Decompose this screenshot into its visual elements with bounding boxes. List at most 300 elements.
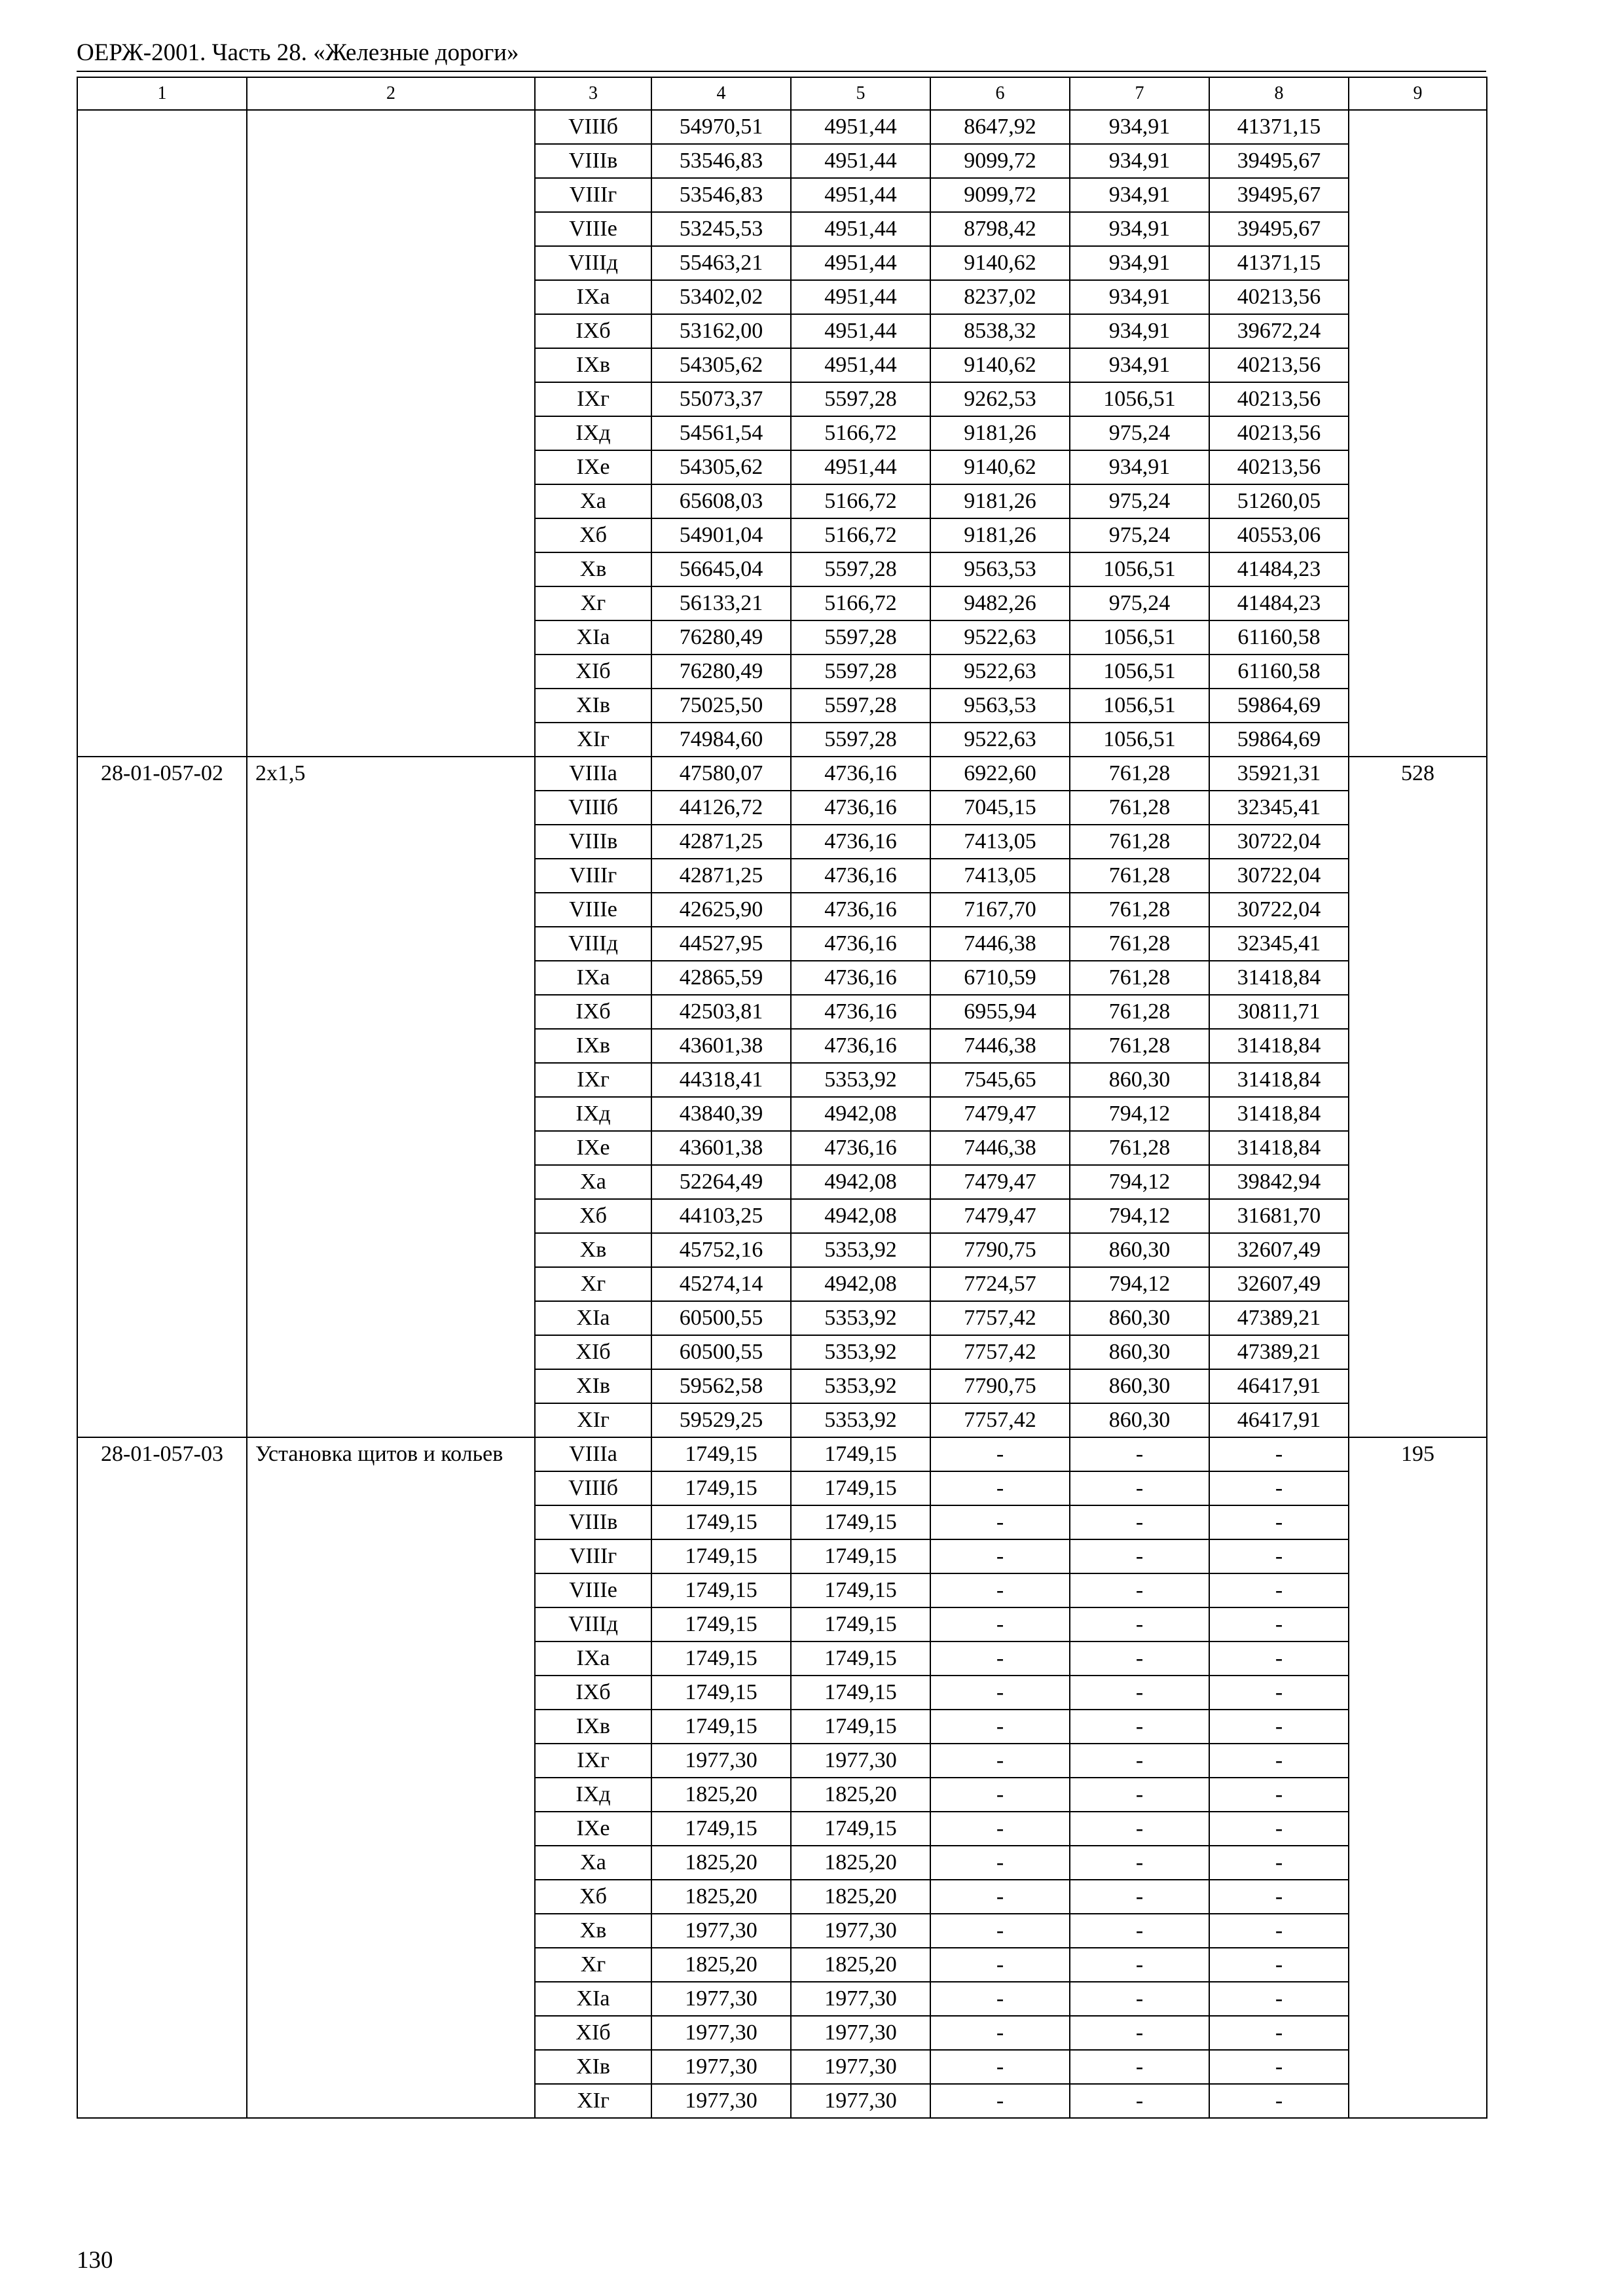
- total-cost-cell: 53245,53: [651, 212, 791, 246]
- driver-wages-cell: 975,24: [1070, 484, 1209, 518]
- total-cost-cell: 42871,25: [651, 825, 791, 859]
- rate-code-cell: 28-01-057-03: [77, 1437, 247, 2118]
- driver-wages-cell: -: [1070, 1778, 1209, 1812]
- wages-cell: 4736,16: [791, 961, 930, 995]
- district-cell: IXг: [535, 382, 651, 416]
- district-cell: VIIIв: [535, 144, 651, 178]
- total-cost-cell: 76280,49: [651, 655, 791, 689]
- district-cell: Xг: [535, 1948, 651, 1982]
- total-cost-cell: 74984,60: [651, 723, 791, 757]
- district-cell: Xб: [535, 1199, 651, 1233]
- machine-cost-cell: 7790,75: [930, 1233, 1070, 1267]
- total-cost-cell: 45274,14: [651, 1267, 791, 1301]
- materials-cell: 31418,84: [1209, 1097, 1349, 1131]
- driver-wages-cell: 761,28: [1070, 791, 1209, 825]
- wages-cell: 1825,20: [791, 1948, 930, 1982]
- wages-cell: 4951,44: [791, 212, 930, 246]
- wages-cell: 1749,15: [791, 1812, 930, 1846]
- district-cell: XIг: [535, 1403, 651, 1437]
- machine-cost-cell: -: [930, 1982, 1070, 2016]
- column-9-cell: [1349, 110, 1487, 757]
- column-number: 2: [247, 77, 535, 110]
- total-cost-cell: 42503,81: [651, 995, 791, 1029]
- materials-cell: -: [1209, 1914, 1349, 1948]
- driver-wages-cell: 761,28: [1070, 757, 1209, 791]
- machine-cost-cell: 9140,62: [930, 246, 1070, 280]
- total-cost-cell: 1825,20: [651, 1778, 791, 1812]
- total-cost-cell: 65608,03: [651, 484, 791, 518]
- district-cell: IXг: [535, 1063, 651, 1097]
- driver-wages-cell: 761,28: [1070, 859, 1209, 893]
- district-cell: XIб: [535, 655, 651, 689]
- driver-wages-cell: 975,24: [1070, 518, 1209, 552]
- district-cell: VIIIд: [535, 1607, 651, 1641]
- total-cost-cell: 42871,25: [651, 859, 791, 893]
- table-row: [77, 757, 1487, 791]
- materials-cell: 61160,58: [1209, 620, 1349, 655]
- wages-cell: 5353,92: [791, 1335, 930, 1369]
- wages-cell: 1977,30: [791, 2084, 930, 2118]
- materials-cell: -: [1209, 2050, 1349, 2084]
- district-cell: IXв: [535, 348, 651, 382]
- column-number-row: [77, 77, 1487, 110]
- district-cell: Xв: [535, 552, 651, 586]
- materials-cell: 30722,04: [1209, 859, 1349, 893]
- materials-cell: 32345,41: [1209, 927, 1349, 961]
- driver-wages-cell: -: [1070, 2050, 1209, 2084]
- materials-cell: 46417,91: [1209, 1403, 1349, 1437]
- machine-cost-cell: 6710,59: [930, 961, 1070, 995]
- driver-wages-cell: -: [1070, 1914, 1209, 1948]
- materials-cell: -: [1209, 1948, 1349, 1982]
- driver-wages-cell: 794,12: [1070, 1267, 1209, 1301]
- driver-wages-cell: 794,12: [1070, 1097, 1209, 1131]
- materials-cell: 61160,58: [1209, 655, 1349, 689]
- wages-cell: 5166,72: [791, 518, 930, 552]
- total-cost-cell: 55463,21: [651, 246, 791, 280]
- total-cost-cell: 1749,15: [651, 1539, 791, 1573]
- district-cell: IXа: [535, 1641, 651, 1676]
- wages-cell: 4942,08: [791, 1267, 930, 1301]
- driver-wages-cell: 761,28: [1070, 961, 1209, 995]
- district-cell: IXв: [535, 1029, 651, 1063]
- total-cost-cell: 54305,62: [651, 348, 791, 382]
- wages-cell: 1977,30: [791, 2016, 930, 2050]
- materials-cell: 39495,67: [1209, 144, 1349, 178]
- wages-cell: 4736,16: [791, 927, 930, 961]
- wages-cell: 4736,16: [791, 1131, 930, 1165]
- driver-wages-cell: 860,30: [1070, 1335, 1209, 1369]
- total-cost-cell: 59529,25: [651, 1403, 791, 1437]
- machine-cost-cell: -: [930, 2016, 1070, 2050]
- table-body: [77, 77, 1487, 2118]
- driver-wages-cell: 934,91: [1070, 144, 1209, 178]
- materials-cell: 46417,91: [1209, 1369, 1349, 1403]
- district-cell: VIIIд: [535, 246, 651, 280]
- total-cost-cell: 44126,72: [651, 791, 791, 825]
- driver-wages-cell: -: [1070, 1744, 1209, 1778]
- total-cost-cell: 1825,20: [651, 1846, 791, 1880]
- driver-wages-cell: 934,91: [1070, 178, 1209, 212]
- wages-cell: 4736,16: [791, 995, 930, 1029]
- machine-cost-cell: 7413,05: [930, 825, 1070, 859]
- driver-wages-cell: 794,12: [1070, 1165, 1209, 1199]
- total-cost-cell: 47580,07: [651, 757, 791, 791]
- machine-cost-cell: 9099,72: [930, 178, 1070, 212]
- wages-cell: 1977,30: [791, 1914, 930, 1948]
- driver-wages-cell: -: [1070, 1812, 1209, 1846]
- materials-cell: 40213,56: [1209, 450, 1349, 484]
- materials-cell: 35921,31: [1209, 757, 1349, 791]
- driver-wages-cell: 761,28: [1070, 1029, 1209, 1063]
- district-cell: VIIIе: [535, 893, 651, 927]
- driver-wages-cell: -: [1070, 2016, 1209, 2050]
- machine-cost-cell: -: [930, 1505, 1070, 1539]
- wages-cell: 1825,20: [791, 1778, 930, 1812]
- materials-cell: 30722,04: [1209, 893, 1349, 927]
- machine-cost-cell: -: [930, 1539, 1070, 1573]
- district-cell: VIIIб: [535, 791, 651, 825]
- driver-wages-cell: -: [1070, 1641, 1209, 1676]
- total-cost-cell: 1749,15: [651, 1710, 791, 1744]
- machine-cost-cell: 7479,47: [930, 1199, 1070, 1233]
- district-cell: VIIIа: [535, 757, 651, 791]
- district-cell: XIа: [535, 1301, 651, 1335]
- page-number: 130: [77, 2247, 113, 2274]
- total-cost-cell: 1825,20: [651, 1880, 791, 1914]
- driver-wages-cell: 860,30: [1070, 1369, 1209, 1403]
- driver-wages-cell: 1056,51: [1070, 620, 1209, 655]
- column-number: 1: [77, 77, 247, 110]
- district-cell: IXб: [535, 995, 651, 1029]
- materials-cell: 39495,67: [1209, 212, 1349, 246]
- driver-wages-cell: 934,91: [1070, 314, 1209, 348]
- machine-cost-cell: 7757,42: [930, 1403, 1070, 1437]
- district-cell: Xа: [535, 1165, 651, 1199]
- driver-wages-cell: 761,28: [1070, 927, 1209, 961]
- driver-wages-cell: -: [1070, 1437, 1209, 1471]
- materials-cell: -: [1209, 2016, 1349, 2050]
- district-cell: VIIIв: [535, 1505, 651, 1539]
- driver-wages-cell: 761,28: [1070, 893, 1209, 927]
- total-cost-cell: 1749,15: [651, 1437, 791, 1471]
- header-rule: [77, 71, 1486, 72]
- wages-cell: 4736,16: [791, 1029, 930, 1063]
- total-cost-cell: 54970,51: [651, 110, 791, 144]
- wages-cell: 4942,08: [791, 1097, 930, 1131]
- materials-cell: 41484,23: [1209, 586, 1349, 620]
- driver-wages-cell: -: [1070, 1880, 1209, 1914]
- total-cost-cell: 1977,30: [651, 1982, 791, 2016]
- district-cell: XIг: [535, 723, 651, 757]
- wages-cell: 4951,44: [791, 246, 930, 280]
- materials-cell: -: [1209, 1573, 1349, 1607]
- machine-cost-cell: 7757,42: [930, 1301, 1070, 1335]
- materials-cell: -: [1209, 1710, 1349, 1744]
- wages-cell: 4951,44: [791, 348, 930, 382]
- materials-cell: 32607,49: [1209, 1267, 1349, 1301]
- driver-wages-cell: 860,30: [1070, 1301, 1209, 1335]
- wages-cell: 5166,72: [791, 586, 930, 620]
- machine-cost-cell: 6922,60: [930, 757, 1070, 791]
- driver-wages-cell: 934,91: [1070, 280, 1209, 314]
- wages-cell: 1749,15: [791, 1641, 930, 1676]
- wages-cell: 5166,72: [791, 484, 930, 518]
- total-cost-cell: 1977,30: [651, 2016, 791, 2050]
- materials-cell: -: [1209, 1778, 1349, 1812]
- wages-cell: 5353,92: [791, 1233, 930, 1267]
- wages-cell: 1749,15: [791, 1437, 930, 1471]
- machine-cost-cell: 7446,38: [930, 1131, 1070, 1165]
- materials-cell: 39842,94: [1209, 1165, 1349, 1199]
- machine-cost-cell: 9522,63: [930, 620, 1070, 655]
- driver-wages-cell: 934,91: [1070, 348, 1209, 382]
- driver-wages-cell: 860,30: [1070, 1063, 1209, 1097]
- total-cost-cell: 1977,30: [651, 1914, 791, 1948]
- machine-cost-cell: -: [930, 1573, 1070, 1607]
- machine-cost-cell: 9563,53: [930, 689, 1070, 723]
- machine-cost-cell: -: [930, 1880, 1070, 1914]
- wages-cell: 1749,15: [791, 1505, 930, 1539]
- table-row: [77, 110, 1487, 144]
- district-cell: IXд: [535, 1778, 651, 1812]
- district-cell: Xа: [535, 484, 651, 518]
- machine-cost-cell: 9181,26: [930, 518, 1070, 552]
- machine-cost-cell: 9140,62: [930, 450, 1070, 484]
- driver-wages-cell: 934,91: [1070, 450, 1209, 484]
- district-cell: XIа: [535, 620, 651, 655]
- district-cell: IXе: [535, 1131, 651, 1165]
- materials-cell: 40553,06: [1209, 518, 1349, 552]
- district-cell: VIIIб: [535, 1471, 651, 1505]
- machine-cost-cell: 6955,94: [930, 995, 1070, 1029]
- driver-wages-cell: 1056,51: [1070, 689, 1209, 723]
- district-cell: VIIIг: [535, 178, 651, 212]
- materials-cell: -: [1209, 1607, 1349, 1641]
- wages-cell: 4951,44: [791, 144, 930, 178]
- machine-cost-cell: 7757,42: [930, 1335, 1070, 1369]
- driver-wages-cell: 975,24: [1070, 416, 1209, 450]
- materials-cell: 47389,21: [1209, 1301, 1349, 1335]
- total-cost-cell: 1977,30: [651, 2084, 791, 2118]
- machine-cost-cell: 8798,42: [930, 212, 1070, 246]
- materials-cell: 39672,24: [1209, 314, 1349, 348]
- district-cell: XIа: [535, 1982, 651, 2016]
- total-cost-cell: 56133,21: [651, 586, 791, 620]
- column-number: 9: [1349, 77, 1487, 110]
- driver-wages-cell: 1056,51: [1070, 723, 1209, 757]
- district-cell: IXе: [535, 450, 651, 484]
- driver-wages-cell: -: [1070, 1846, 1209, 1880]
- machine-cost-cell: 7545,65: [930, 1063, 1070, 1097]
- total-cost-cell: 43601,38: [651, 1029, 791, 1063]
- materials-cell: -: [1209, 1880, 1349, 1914]
- wages-cell: 4736,16: [791, 893, 930, 927]
- materials-cell: 40213,56: [1209, 382, 1349, 416]
- total-cost-cell: 60500,55: [651, 1301, 791, 1335]
- total-cost-cell: 1749,15: [651, 1812, 791, 1846]
- machine-cost-cell: -: [930, 1710, 1070, 1744]
- driver-wages-cell: -: [1070, 1607, 1209, 1641]
- wages-cell: 1825,20: [791, 1880, 930, 1914]
- district-cell: IXе: [535, 1812, 651, 1846]
- district-cell: XIб: [535, 2016, 651, 2050]
- machine-cost-cell: 9181,26: [930, 416, 1070, 450]
- materials-cell: -: [1209, 1744, 1349, 1778]
- work-name-cell: 2х1,5: [247, 757, 535, 1437]
- materials-cell: 31418,84: [1209, 1029, 1349, 1063]
- district-cell: Xб: [535, 518, 651, 552]
- wages-cell: 5166,72: [791, 416, 930, 450]
- total-cost-cell: 75025,50: [651, 689, 791, 723]
- district-cell: XIв: [535, 689, 651, 723]
- wages-cell: 4951,44: [791, 450, 930, 484]
- page-header-title: ОЕРЖ-2001. Часть 28. «Железные дороги»: [77, 39, 519, 66]
- materials-cell: -: [1209, 1982, 1349, 2016]
- machine-cost-cell: -: [930, 1744, 1070, 1778]
- machine-cost-cell: 7045,15: [930, 791, 1070, 825]
- total-cost-cell: 1825,20: [651, 1948, 791, 1982]
- district-cell: IXб: [535, 1676, 651, 1710]
- total-cost-cell: 42625,90: [651, 893, 791, 927]
- machine-cost-cell: -: [930, 1812, 1070, 1846]
- total-cost-cell: 42865,59: [651, 961, 791, 995]
- materials-cell: 41371,15: [1209, 246, 1349, 280]
- wages-cell: 1825,20: [791, 1846, 930, 1880]
- district-cell: XIв: [535, 2050, 651, 2084]
- column-number: 7: [1070, 77, 1209, 110]
- district-cell: VIIIг: [535, 859, 651, 893]
- district-cell: IXд: [535, 1097, 651, 1131]
- machine-cost-cell: 8538,32: [930, 314, 1070, 348]
- district-cell: VIIIв: [535, 825, 651, 859]
- total-cost-cell: 53402,02: [651, 280, 791, 314]
- materials-cell: 30722,04: [1209, 825, 1349, 859]
- district-cell: Xв: [535, 1233, 651, 1267]
- machine-cost-cell: -: [930, 1607, 1070, 1641]
- materials-cell: 32345,41: [1209, 791, 1349, 825]
- wages-cell: 5353,92: [791, 1403, 930, 1437]
- wages-cell: 4951,44: [791, 280, 930, 314]
- district-cell: VIIIе: [535, 212, 651, 246]
- total-cost-cell: 44318,41: [651, 1063, 791, 1097]
- district-cell: VIIIб: [535, 110, 651, 144]
- wages-cell: 5597,28: [791, 723, 930, 757]
- wages-cell: 1749,15: [791, 1573, 930, 1607]
- machine-cost-cell: 9563,53: [930, 552, 1070, 586]
- machine-cost-cell: 9262,53: [930, 382, 1070, 416]
- district-cell: Xв: [535, 1914, 651, 1948]
- total-cost-cell: 1749,15: [651, 1573, 791, 1607]
- total-cost-cell: 76280,49: [651, 620, 791, 655]
- district-cell: Xг: [535, 1267, 651, 1301]
- materials-cell: 31681,70: [1209, 1199, 1349, 1233]
- driver-wages-cell: 761,28: [1070, 825, 1209, 859]
- driver-wages-cell: -: [1070, 1471, 1209, 1505]
- district-cell: VIIIд: [535, 927, 651, 961]
- machine-cost-cell: 9099,72: [930, 144, 1070, 178]
- machine-cost-cell: 7446,38: [930, 1029, 1070, 1063]
- machine-cost-cell: -: [930, 1471, 1070, 1505]
- wages-cell: 1977,30: [791, 2050, 930, 2084]
- machine-cost-cell: 9522,63: [930, 723, 1070, 757]
- machine-cost-cell: -: [930, 1778, 1070, 1812]
- machine-cost-cell: 9522,63: [930, 655, 1070, 689]
- wages-cell: 4942,08: [791, 1165, 930, 1199]
- machine-cost-cell: 7479,47: [930, 1165, 1070, 1199]
- materials-cell: 59864,69: [1209, 689, 1349, 723]
- machine-cost-cell: 7413,05: [930, 859, 1070, 893]
- total-cost-cell: 56645,04: [651, 552, 791, 586]
- machine-cost-cell: 8237,02: [930, 280, 1070, 314]
- district-cell: IXд: [535, 416, 651, 450]
- wages-cell: 5597,28: [791, 620, 930, 655]
- district-cell: Xа: [535, 1846, 651, 1880]
- wages-cell: 5353,92: [791, 1301, 930, 1335]
- district-cell: Xб: [535, 1880, 651, 1914]
- total-cost-cell: 59562,58: [651, 1369, 791, 1403]
- wages-cell: 1977,30: [791, 1744, 930, 1778]
- wages-cell: 5597,28: [791, 552, 930, 586]
- materials-cell: 40213,56: [1209, 348, 1349, 382]
- wages-cell: 4736,16: [791, 859, 930, 893]
- wages-cell: 4942,08: [791, 1199, 930, 1233]
- driver-wages-cell: -: [1070, 1982, 1209, 2016]
- materials-cell: 41371,15: [1209, 110, 1349, 144]
- driver-wages-cell: -: [1070, 1539, 1209, 1573]
- driver-wages-cell: 761,28: [1070, 995, 1209, 1029]
- total-cost-cell: 43601,38: [651, 1131, 791, 1165]
- wages-cell: 5597,28: [791, 655, 930, 689]
- machine-cost-cell: 7167,70: [930, 893, 1070, 927]
- materials-cell: 31418,84: [1209, 961, 1349, 995]
- table-row: [77, 1437, 1487, 1471]
- wages-cell: 5353,92: [791, 1369, 930, 1403]
- driver-wages-cell: 934,91: [1070, 110, 1209, 144]
- total-cost-cell: 1749,15: [651, 1641, 791, 1676]
- column-number: 8: [1209, 77, 1349, 110]
- wages-cell: 5597,28: [791, 689, 930, 723]
- materials-cell: -: [1209, 1812, 1349, 1846]
- wages-cell: 4951,44: [791, 178, 930, 212]
- wages-cell: 1977,30: [791, 1982, 930, 2016]
- machine-cost-cell: 7790,75: [930, 1369, 1070, 1403]
- materials-cell: 47389,21: [1209, 1335, 1349, 1369]
- district-cell: IXг: [535, 1744, 651, 1778]
- materials-cell: 31418,84: [1209, 1063, 1349, 1097]
- driver-wages-cell: 1056,51: [1070, 655, 1209, 689]
- materials-cell: -: [1209, 1471, 1349, 1505]
- wages-cell: 1749,15: [791, 1676, 930, 1710]
- machine-cost-cell: 7446,38: [930, 927, 1070, 961]
- column-number: 3: [535, 77, 651, 110]
- driver-wages-cell: 1056,51: [1070, 552, 1209, 586]
- materials-cell: -: [1209, 1641, 1349, 1676]
- machine-cost-cell: 8647,92: [930, 110, 1070, 144]
- materials-cell: -: [1209, 1437, 1349, 1471]
- driver-wages-cell: -: [1070, 1710, 1209, 1744]
- driver-wages-cell: 934,91: [1070, 212, 1209, 246]
- district-cell: VIIIг: [535, 1539, 651, 1573]
- total-cost-cell: 44103,25: [651, 1199, 791, 1233]
- driver-wages-cell: -: [1070, 2084, 1209, 2118]
- materials-cell: -: [1209, 1846, 1349, 1880]
- district-cell: IXа: [535, 280, 651, 314]
- district-cell: XIв: [535, 1369, 651, 1403]
- machine-cost-cell: -: [930, 1948, 1070, 1982]
- wages-cell: 1749,15: [791, 1539, 930, 1573]
- total-cost-cell: 1749,15: [651, 1471, 791, 1505]
